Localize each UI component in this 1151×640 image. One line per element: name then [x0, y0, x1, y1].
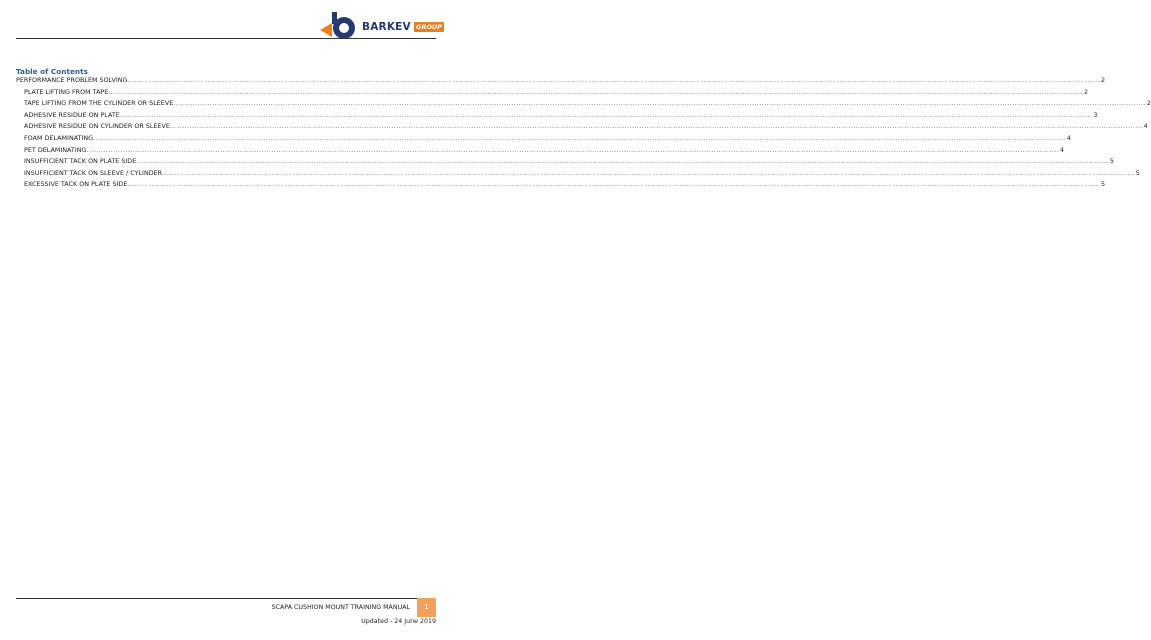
toc-dot-leader: ................................................................................................................................................................................................................................................................................................................................................................................................................	[136, 157, 1109, 166]
header-divider	[16, 38, 436, 39]
toc-entry[interactable]	[16, 145, 1065, 154]
toc-entry-page: 4	[1060, 145, 1065, 154]
toc-list	[16, 76, 1151, 189]
toc-entry-page: 4	[1066, 133, 1071, 142]
toc-entry-label: FOAM DELAMINATING	[24, 133, 94, 142]
toc-dot-leader: ................................................................................................................................................................................................................................................................................................................................................................................................................	[162, 168, 1135, 177]
toc-entry-page: 5	[1100, 180, 1106, 189]
toc-entry-label: PERFORMANCE PROBLEM SOLVING	[16, 76, 128, 84]
toc-dot-leader: ................................................................................................................................................................................................................................................................................................................................................................................................................	[93, 133, 1066, 142]
brand-name: BARKEV	[362, 21, 411, 33]
toc-entry[interactable]	[16, 133, 1071, 142]
toc-entry-page: 5	[1109, 157, 1114, 166]
toc-entry-label: PLATE LIFTING FROM TAPE:	[24, 87, 111, 96]
toc-dot-leader: ................................................................................................................................................................................................................................................................................................................................................................................................................	[119, 110, 1093, 119]
table-of-contents	[16, 67, 1151, 189]
toc-entry-label: INSUFFICIENT TACK ON PLATE SIDE	[24, 157, 137, 166]
footer-manual-title: SCAPA CUSHION MOUNT TRAINING MANUAL	[271, 604, 410, 611]
toc-dot-leader: ................................................................................................................................................................................................................................................................................................................................................................................................................	[110, 87, 1084, 96]
toc-entry-page: 2	[1101, 76, 1106, 84]
toc-dot-leader: ................................................................................................................................................................................................................................................................................................................................................................................................................	[169, 122, 1143, 131]
toc-entry-label: ADHESIVE RESIDUE ON PLATE	[24, 110, 120, 119]
footer-updated-date: Updated - 24 June 2019	[361, 618, 436, 625]
toc-entry[interactable]	[16, 110, 1098, 119]
toc-dot-leader: ................................................................................................................................................................................................................................................................................................................................................................................................................	[173, 99, 1146, 108]
toc-entry-page: 4	[1143, 122, 1148, 131]
toc-entry[interactable]	[16, 122, 1148, 131]
footer-divider	[16, 598, 436, 599]
toc-entry-page: 3	[1093, 110, 1098, 119]
toc-dot-leader: ................................................................................................................................................................................................................................................................................................................................................................................................................	[127, 180, 1100, 189]
toc-entry-label: ADHESIVE RESIDUE ON CYLINDER OR SLEEVE	[24, 122, 170, 131]
toc-entry[interactable]	[16, 180, 1106, 189]
toc-entry-label: INSUFFICIENT TACK ON SLEEVE / CYLINDER	[24, 168, 163, 177]
toc-title: Table of Contents	[16, 67, 88, 76]
toc-entry[interactable]	[16, 168, 1140, 177]
toc-entry[interactable]	[16, 99, 1151, 108]
toc-entry[interactable]	[16, 76, 1106, 84]
toc-entry-label: EXCESSIVE TACK ON PLATE SIDE	[24, 180, 128, 189]
toc-entry-page: 2	[1146, 99, 1151, 108]
toc-entry-page: 5	[1135, 168, 1140, 177]
toc-entry-page: 2	[1084, 87, 1089, 96]
footer-page-number: 1	[417, 598, 436, 617]
brand-suffix: GROUP	[414, 22, 444, 32]
toc-entry[interactable]	[16, 157, 1114, 166]
toc-dot-leader: ................................................................................................................................................................................................................................................................................................................................................................................................................	[86, 145, 1060, 154]
toc-dot-leader: ................................................................................................................................................................................................................................................................................................................................................................................................................	[127, 76, 1101, 84]
toc-entry-label: TAPE LIFTING FROM THE CYLINDER OR SLEEVE	[24, 99, 174, 108]
toc-entry[interactable]	[16, 87, 1089, 96]
toc-entry-label: PET DELAMINATING	[24, 145, 87, 154]
